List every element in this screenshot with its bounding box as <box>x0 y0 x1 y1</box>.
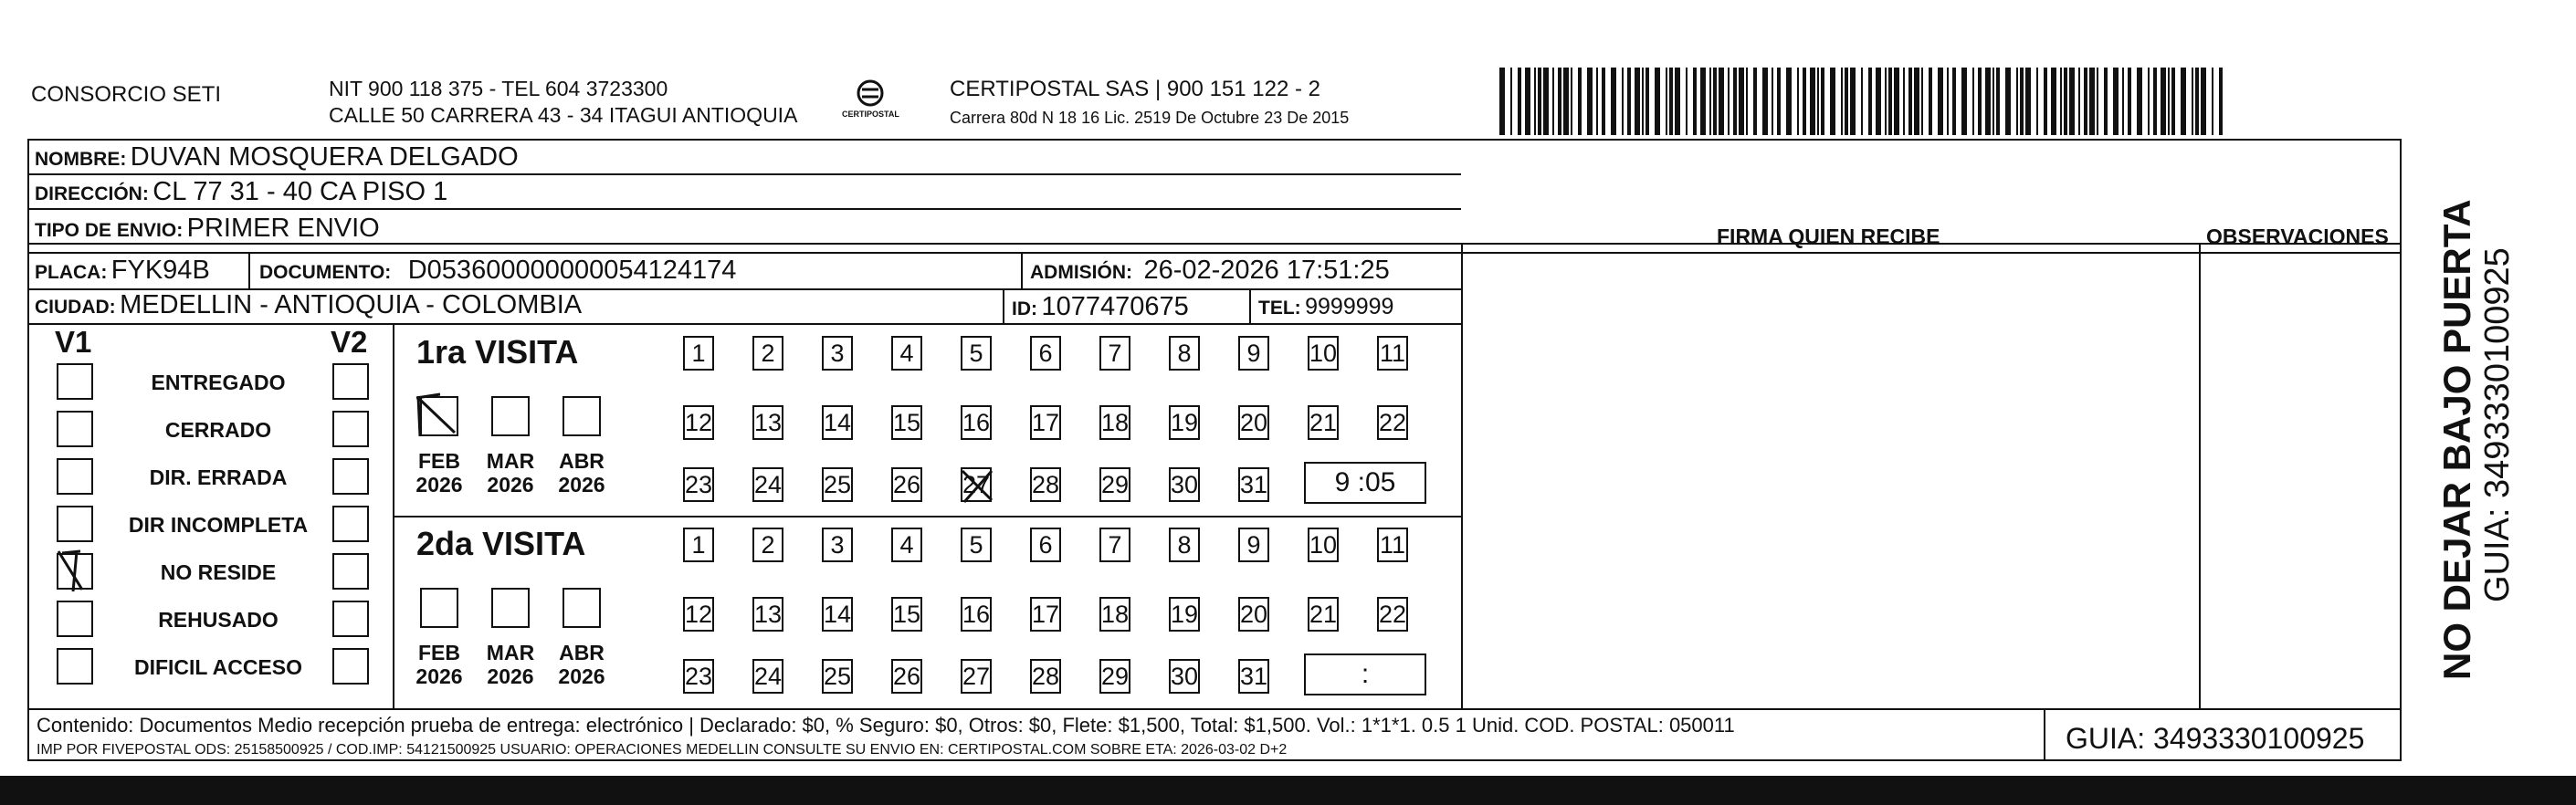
barcode-bar <box>1693 68 1697 135</box>
day-box[interactable]: 3 <box>822 336 853 371</box>
barcode-bar <box>1602 68 1605 135</box>
day-box[interactable]: 16 <box>961 405 992 440</box>
day-box[interactable]: 11 <box>1377 528 1408 562</box>
tipo-label: TIPO DE ENVIO: <box>35 220 184 241</box>
barcode-bar <box>1518 68 1521 135</box>
admision-label: ADMISIÓN: <box>1030 262 1132 283</box>
day-box[interactable]: 6 <box>1030 336 1061 371</box>
barcode-bar <box>1786 68 1792 135</box>
day-box[interactable]: 5 <box>961 336 992 371</box>
day-box[interactable]: 26 <box>891 659 922 694</box>
barcode-bar <box>1845 68 1848 135</box>
documento-row <box>259 257 736 284</box>
day-box[interactable]: 29 <box>1099 659 1130 694</box>
v2-checkbox[interactable] <box>332 506 369 542</box>
id-value: 1077470675 <box>1041 292 1189 321</box>
day-box[interactable]: 12 <box>683 597 714 632</box>
direccion-label: DIRECCIÓN: <box>35 183 149 204</box>
placa-label: PLACA: <box>35 262 108 283</box>
barcode-bar <box>1563 68 1569 135</box>
day-box[interactable]: 19 <box>1169 597 1200 632</box>
day-box[interactable]: 9 <box>1238 528 1269 562</box>
nombre-value: DUVAN MOSQUERA DELGADO <box>130 142 519 172</box>
month-label <box>412 641 467 689</box>
direccion-value: CL 77 31 - 40 CA PISO 1 <box>152 177 448 206</box>
barcode-bar <box>1709 68 1711 135</box>
day-box[interactable]: 10 <box>1308 336 1339 371</box>
barcode-bar <box>2128 68 2131 135</box>
day-box[interactable]: 25 <box>822 467 853 502</box>
admision-value: 26-02-2026 17:51:25 <box>1143 256 1390 285</box>
no-dejar-warning: NO DEJAR BAJO PUERTA <box>2435 199 2478 680</box>
barcode-bar <box>2097 68 2098 135</box>
day-box[interactable]: 3 <box>822 528 853 562</box>
barcode-bar <box>1830 68 1835 135</box>
side-guia: GUIA: 3493330100925 <box>2478 247 2517 602</box>
v2-checkbox[interactable] <box>332 458 369 495</box>
barcode-bar <box>1552 68 1554 135</box>
month-name: FEB <box>418 449 460 473</box>
barcode-bar <box>1861 68 1863 135</box>
month-year: 2026 <box>487 473 534 497</box>
barcode-bar <box>1578 68 1582 135</box>
barcode-bar <box>2192 68 2193 135</box>
day-box[interactable]: 1 <box>683 336 714 371</box>
month-year: 2026 <box>415 473 463 497</box>
barcode-bar <box>1947 68 1949 135</box>
v2-checkbox[interactable] <box>332 363 369 400</box>
barcode-bar <box>1888 68 1892 135</box>
day-box[interactable]: 11 <box>1377 336 1408 371</box>
contenido-line: Contenido: Documentos Medio recepción prueba de entrega: electrónico | Declarado: $0, % Seguro: $0, Otros: $0, Flete: $1,500, Total: $1,500. Vol.: 1*1*1. 0.5 1 Unid. COD. POSTAL: 050011 <box>37 714 1735 737</box>
barcode-bar <box>1728 68 1730 135</box>
day-box[interactable]: 16 <box>961 597 992 632</box>
day-box[interactable]: 31 <box>1238 659 1269 694</box>
v1-checkbox[interactable] <box>57 411 93 447</box>
direccion-row <box>35 179 447 205</box>
tel-value: 9999999 <box>1305 294 1394 319</box>
barcode-bar <box>1929 68 1932 135</box>
barcode-bar <box>2005 68 2011 135</box>
day-box[interactable]: 8 <box>1169 336 1200 371</box>
barcode-bar <box>1762 68 1768 135</box>
footer-guia: GUIA: 3493330100925 <box>2066 722 2365 755</box>
tel-row <box>1258 296 1393 319</box>
barcode-bar <box>2025 68 2031 135</box>
barcode-bar <box>1627 68 1631 135</box>
barcode-bar <box>1938 68 1943 135</box>
day-box[interactable]: 28 <box>1030 467 1061 502</box>
imp-line: IMP POR FIVEPOSTAL ODS: 25158500925 / COD.IMP: 54121500925 USUARIO: OPERACIONES MEDELLIN CONSULTE SU ENVIO EN: CERTIPOSTAL.COM SOBRE ETA: 2026-03-02 D+2 <box>37 742 1288 758</box>
documento-value: D053600000000054124174 <box>407 256 737 285</box>
second-visit-title: 2da VISITA <box>416 525 586 562</box>
barcode-bar <box>1952 68 1956 135</box>
v2-checkbox[interactable] <box>332 411 369 447</box>
day-box[interactable]: 22 <box>1377 597 1408 632</box>
barcode-bar <box>1903 68 1905 135</box>
day-box[interactable]: 21 <box>1308 597 1339 632</box>
day-box[interactable]: 19 <box>1169 405 1200 440</box>
documento-label: DOCUMENTO: <box>259 262 392 283</box>
day-box[interactable]: 10 <box>1308 528 1339 562</box>
day-box[interactable]: 15 <box>891 597 922 632</box>
day-box[interactable]: 12 <box>683 405 714 440</box>
day-box[interactable]: 15 <box>891 405 922 440</box>
barcode-bar <box>2219 68 2223 135</box>
barcode-bar <box>1534 68 1536 135</box>
admision-row <box>1030 257 1390 284</box>
day-box[interactable]: 27 <box>961 467 992 502</box>
barcode-bar <box>2148 68 2150 135</box>
day-box[interactable]: 22 <box>1377 405 1408 440</box>
barcode-bar <box>1772 68 1773 135</box>
nombre-label: NOMBRE: <box>35 149 127 170</box>
barcode-bar <box>1587 68 1593 135</box>
month-name: MAR <box>486 641 535 664</box>
day-box[interactable]: 4 <box>891 528 922 562</box>
v1-label: V1 <box>55 325 92 359</box>
barcode-bar <box>1985 68 1991 135</box>
barcode-bar <box>1645 68 1649 135</box>
day-box[interactable]: 20 <box>1238 597 1269 632</box>
barcode-bar <box>2212 68 2213 135</box>
barcode-bar <box>1700 68 1706 135</box>
barcode-bar <box>1686 68 1688 135</box>
barcode-bar <box>1803 68 1806 135</box>
barcode-bar <box>2122 68 2124 135</box>
barcode-bar <box>1510 68 1512 135</box>
barcode-bar <box>1841 68 1843 135</box>
observaciones-header: OBSERVACIONES <box>2206 225 2389 248</box>
ciudad-value: MEDELLIN - ANTIOQUIA - COLOMBIA <box>120 290 583 319</box>
day-box[interactable]: 13 <box>752 405 783 440</box>
barcode-bar <box>1817 68 1819 135</box>
barcode-bar <box>1669 68 1673 135</box>
barcode-bar <box>2201 68 2206 135</box>
day-box[interactable]: 7 <box>1099 336 1130 371</box>
day-box[interactable]: 2 <box>752 336 783 371</box>
barcode-bar <box>2051 68 2056 135</box>
month-name: MAR <box>486 449 535 473</box>
barcode-bar <box>1810 68 1815 135</box>
ciudad-row <box>35 292 582 319</box>
status-option-label: REHUSADO <box>158 608 279 632</box>
firma-header: FIRMA QUIEN RECIBE <box>1717 225 1940 248</box>
first-visit-title: 1ra VISITA <box>416 333 579 371</box>
barcode-bar <box>1675 68 1680 135</box>
barcode-bar <box>2161 68 2166 135</box>
month-year: 2026 <box>558 664 605 689</box>
day-box[interactable]: 13 <box>752 597 783 632</box>
day-handwritten-mark <box>957 465 999 506</box>
barcode-bar <box>2104 68 2108 135</box>
barcode-bar <box>1996 68 2000 135</box>
barcode-bar <box>1868 68 1872 135</box>
month-checkbox[interactable] <box>563 588 601 628</box>
month-label <box>554 449 609 497</box>
day-box[interactable]: 4 <box>891 336 922 371</box>
ciudad-label: CIUDAD: <box>35 297 116 318</box>
day-box[interactable]: 23 <box>683 659 714 694</box>
day-box[interactable]: 6 <box>1030 528 1061 562</box>
month-name: ABR <box>559 449 605 473</box>
month-label <box>412 449 467 497</box>
v2-checkbox[interactable] <box>332 553 369 590</box>
time-box[interactable]: 9 :05 <box>1304 462 1426 504</box>
barcode-bar <box>2036 68 2038 135</box>
month-label <box>483 449 538 497</box>
barcode-bar <box>2181 68 2186 135</box>
day-box[interactable]: 31 <box>1238 467 1269 502</box>
barcode-bar <box>1655 68 1660 135</box>
status-option-label: DIR INCOMPLETA <box>128 513 309 537</box>
v1-check-mark <box>55 548 97 593</box>
barcode-bar <box>2064 68 2067 135</box>
guide-frame <box>27 139 2402 761</box>
day-box[interactable]: 14 <box>822 405 853 440</box>
month-handwritten-mark <box>413 391 460 440</box>
day-box[interactable]: 9 <box>1238 336 1269 371</box>
status-option-label: NO RESIDE <box>160 560 277 584</box>
barcode-bar <box>1876 68 1881 135</box>
status-option-label: CERRADO <box>164 418 272 442</box>
nit-line: NIT 900 118 375 - TEL 604 3723300 <box>329 77 668 100</box>
barcode-bar <box>1499 68 1505 135</box>
tel-label: TEL: <box>1258 298 1301 319</box>
company-name: CONSORCIO SETI <box>31 82 222 107</box>
barcode-bar <box>2137 68 2142 135</box>
time-box[interactable]: : <box>1304 653 1426 695</box>
barcode-bar <box>1885 68 1887 135</box>
barcode-bar <box>2016 68 2018 135</box>
nombre-row <box>35 144 519 171</box>
barcode-bar <box>1914 68 1919 135</box>
barcode-bar <box>2089 68 2095 135</box>
barcode-bar <box>1571 68 1572 135</box>
v2-checkbox[interactable] <box>332 648 369 685</box>
day-box[interactable]: 24 <box>752 659 783 694</box>
barcode-bar <box>2078 68 2080 135</box>
barcode-bar <box>1543 68 1549 135</box>
barcode-bar <box>1739 68 1744 135</box>
day-box[interactable]: 27 <box>961 659 992 694</box>
month-checkbox[interactable] <box>491 396 530 436</box>
barcode-bar <box>1821 68 1824 135</box>
barcode-bar <box>2084 68 2087 135</box>
day-box[interactable]: 24 <box>752 467 783 502</box>
barcode-bar <box>1622 68 1624 135</box>
day-box[interactable]: 30 <box>1169 467 1200 502</box>
v1-checkbox[interactable] <box>57 601 93 637</box>
barcode-bar <box>1797 68 1799 135</box>
month-checkbox[interactable] <box>491 588 530 628</box>
barcode-bar <box>1972 68 1974 135</box>
day-box[interactable]: 8 <box>1169 528 1200 562</box>
address-line: CALLE 50 CARRERA 43 - 34 ITAGUI ANTIOQUIA <box>329 103 798 127</box>
barcode-bar <box>1642 68 1644 135</box>
day-box[interactable]: 17 <box>1030 597 1061 632</box>
barcode-bar <box>1894 68 1899 135</box>
id-label: ID: <box>1012 298 1037 319</box>
v2-checkbox[interactable] <box>332 601 369 637</box>
barcode <box>1498 68 2228 135</box>
day-box[interactable]: 21 <box>1308 405 1339 440</box>
month-name: FEB <box>418 641 460 664</box>
status-option-label: ENTREGADO <box>151 371 286 394</box>
day-box[interactable]: 18 <box>1099 405 1130 440</box>
bottom-edge-strip <box>0 776 2576 805</box>
barcode-bar <box>1746 68 1748 135</box>
day-box[interactable]: 18 <box>1099 597 1130 632</box>
placa-row <box>35 257 210 284</box>
barcode-bar <box>1961 68 1967 135</box>
barcode-bar <box>1921 68 1923 135</box>
day-box[interactable]: 7 <box>1099 528 1130 562</box>
day-box[interactable]: 29 <box>1099 467 1130 502</box>
barcode-bar <box>2044 68 2047 135</box>
barcode-bar <box>2020 68 2024 135</box>
day-box[interactable]: 28 <box>1030 659 1061 694</box>
month-year: 2026 <box>558 473 605 497</box>
tipo-value: PRIMER ENVIO <box>186 214 380 243</box>
barcode-bar <box>1666 68 1667 135</box>
placa-value: FYK94B <box>110 256 210 285</box>
barcode-bar <box>1713 68 1717 135</box>
day-box[interactable]: 17 <box>1030 405 1061 440</box>
barcode-bar <box>1777 68 1781 135</box>
license-line: Carrera 80d N 18 16 Lic. 2519 De Octubre 23 De 2015 <box>950 109 1350 127</box>
day-box[interactable]: 30 <box>1169 659 1200 694</box>
barcode-bar <box>1719 68 1724 135</box>
month-year: 2026 <box>415 664 463 689</box>
barcode-bar <box>1538 68 1541 135</box>
id-row <box>1012 294 1189 320</box>
barcode-bar <box>2195 68 2199 135</box>
barcode-bar <box>1850 68 1856 135</box>
barcode-bar <box>2168 68 2170 135</box>
certipostal-line: CERTIPOSTAL SAS | 900 151 122 - 2 <box>950 77 1320 101</box>
barcode-bar <box>2060 68 2062 135</box>
month-year: 2026 <box>487 664 534 689</box>
status-option-label: DIFICIL ACCESO <box>133 655 302 679</box>
barcode-bar <box>1611 68 1616 135</box>
barcode-bar <box>2153 68 2157 135</box>
tipo-row <box>35 215 380 242</box>
v1-checkbox[interactable] <box>57 363 93 400</box>
barcode-bar <box>1733 68 1737 135</box>
month-label <box>483 641 538 689</box>
day-box[interactable]: 25 <box>822 659 853 694</box>
day-box[interactable]: 14 <box>822 597 853 632</box>
barcode-bar <box>1908 68 1912 135</box>
v2-label: V2 <box>331 325 368 359</box>
day-box[interactable]: 23 <box>683 467 714 502</box>
barcode-bar <box>1558 68 1561 135</box>
month-label <box>554 641 609 689</box>
barcode-bar <box>2069 68 2075 135</box>
day-box[interactable]: 1 <box>683 528 714 562</box>
barcode-bar <box>1525 68 1530 135</box>
barcode-bar <box>2113 68 2119 135</box>
logo-text: CERTIPOSTAL <box>842 110 899 119</box>
month-name: ABR <box>559 641 605 664</box>
month-checkbox[interactable] <box>420 588 458 628</box>
v1-checkbox[interactable] <box>57 648 93 685</box>
barcode-bar <box>1753 68 1757 135</box>
day-box[interactable]: 2 <box>752 528 783 562</box>
status-option-label: DIR. ERRADA <box>149 465 288 489</box>
day-box[interactable]: 26 <box>891 467 922 502</box>
barcode-bar <box>1992 68 1994 135</box>
day-box[interactable]: 5 <box>961 528 992 562</box>
barcode-bar <box>1978 68 1982 135</box>
barcode-bar <box>2171 68 2175 135</box>
barcode-bar <box>1596 68 1598 135</box>
day-box[interactable]: 20 <box>1238 405 1269 440</box>
certipostal-logo <box>838 77 902 128</box>
v1-checkbox[interactable] <box>57 506 93 542</box>
barcode-bar <box>1635 68 1640 135</box>
month-checkbox[interactable] <box>563 396 601 436</box>
v1-checkbox[interactable] <box>57 458 93 495</box>
